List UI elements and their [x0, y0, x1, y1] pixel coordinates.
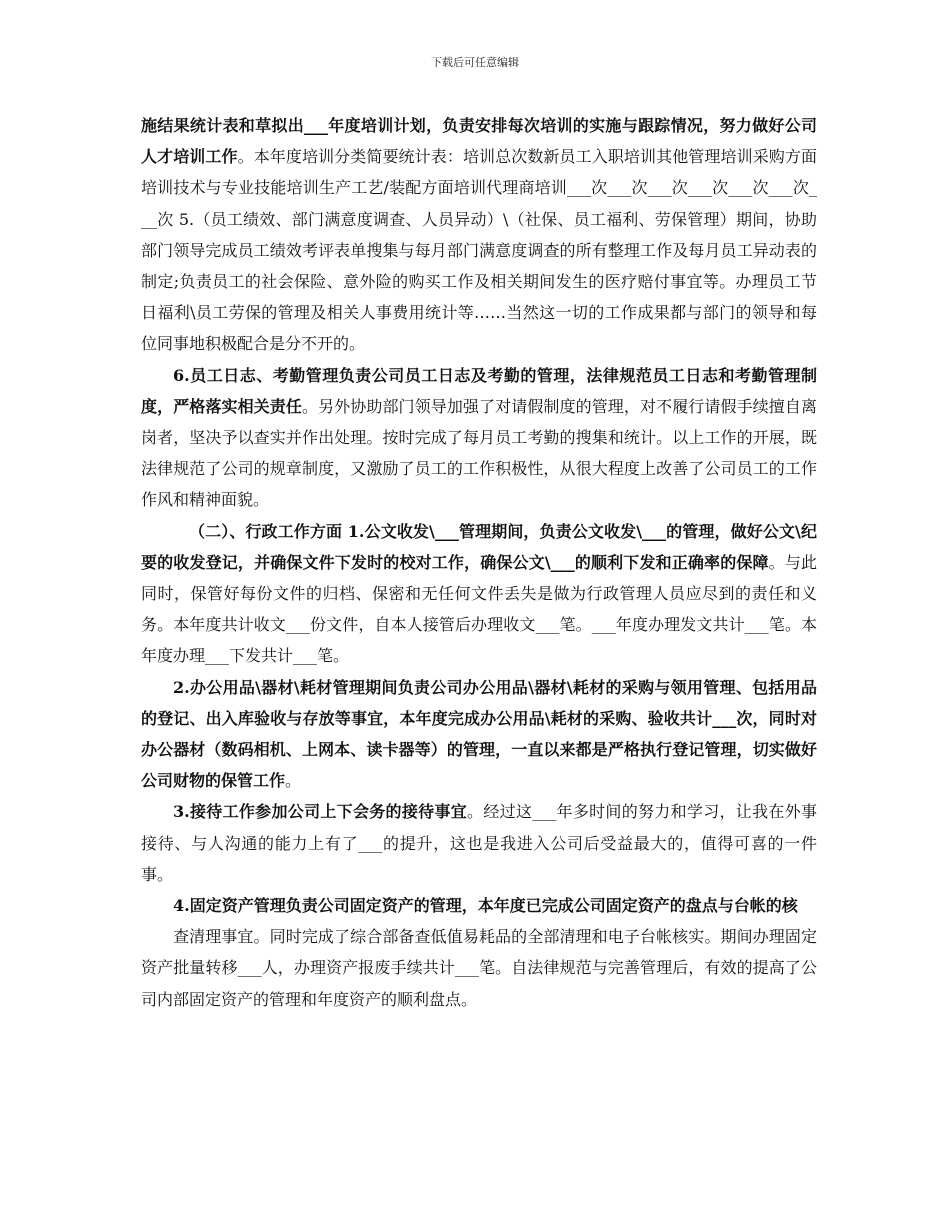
paragraph-text: 。与此同时，保管好每份文件的归档、保密和无任何文件丢失是做为行政管理人员应尽到的责任和义务。本年度共计收文___份文件，自本人接管后办理收文___笔。___年度办理发文共计___笔。本年度办理___下发共计___笔。	[141, 552, 817, 666]
paragraph-bold-text: 6.员工日志、考勤管理负责公司员工日志及考勤的管理，法律规范员工日志和考勤管理制度，严格落实相关责任	[141, 365, 817, 416]
document-body	[141, 110, 817, 1015]
paragraph-reception	[141, 796, 817, 890]
paragraph-attendance	[141, 360, 817, 516]
paragraph-bold-text: 2.办公用品\器材\耗材管理期间负责公司办公用品\器材\耗材的采购与领用管理、包括用品的登记、出入库验收与存放等事宜，本年度完成办公用品\耗材的采购、验收共计___次，同时对办公器材（数码相机、上网本、读卡器等）的管理，一直以来都是严格执行登记管理，切实做好公司财物的保管工作	[141, 677, 817, 791]
paragraph-admin-documents	[141, 516, 817, 672]
paragraph-text: 。另外协助部门领导加强了对请假制度的管理，对不履行请假手续擅自离岗者，坚决予以查实并作出处理。按时完成了每月员工考勤的搜集和统计。以上工作的开展，既法律规范了公司的规章制度，又激励了员工的工作积极性，从很大程度上改善了公司员工的工作作风和精神面貌。	[141, 396, 817, 510]
paragraph-text: 。本年度培训分类简要统计表：培训总次数新员工入职培训其他管理培训采购方面培训技术与专业技能培训生产工艺/装配方面培训代理商培训___次___次___次___次___次___次___次 5.（员工绩效、部门满意度调查、人员异动）\（社保、员工福利、劳保管理）期间，协助部门领导完成员工绩效考评表单搜集与每月部门满意度调查的所有整理工作及每月员工异动表的制定;负责员工的社会保险、意外险的购买工作及相关期间发生的医疗赔付事宜等。办理员工节日福利\员工劳保的管理及相关人事费用统计等……当然这一切的工作成果都与部门的领导和每位同事地积极配合是分不开的。	[141, 147, 817, 354]
page-header: 下载后可任意编辑	[431, 56, 519, 69]
paragraph-bold-text: 4.固定资产管理负责公司固定资产的管理，本年度已完成公司固定资产的盘点与台帐的核	[173, 896, 798, 916]
paragraph-fixed-assets	[141, 890, 817, 921]
paragraph-text: 。	[285, 771, 302, 791]
paragraph-asset-cleanup	[141, 921, 817, 1015]
paragraph-bold-text: 3.接待工作参加公司上下会务的接待事宜	[173, 802, 468, 822]
paragraph-office-supplies	[141, 672, 817, 797]
paragraph-training-summary	[141, 110, 817, 360]
paragraph-bold-text: 施结果统计表和草拟出___年度培训计划，负责安排每次培训的实施与跟踪情况，努力做好公司人才培训工作	[141, 116, 817, 167]
paragraph-text: 。经过这___年多时间的努力和学习，让我在外事接待、与人沟通的能力上有了___的提升，这也是我进入公司后受益最大的，值得可喜的一件事。	[141, 802, 817, 884]
paragraph-text: 查清理事宜。同时完成了综合部备查低值易耗品的全部清理和电子台帐核实。期间办理固定资产批量转移___人，办理资产报废手续共计___笔。自法律规范与完善管理后，有效的提高了公司内部固定资产的管理和年度资产的顺利盘点。	[141, 927, 817, 1009]
paragraph-bold-text: （二）、行政工作方面 1.公文收发\___管理期间，负责公文收发\___的管理，做好公文\纪要的收发登记，并确保文件下发时的校对工作，确保公文\___的顺利下发和正确率的保障	[141, 521, 817, 572]
